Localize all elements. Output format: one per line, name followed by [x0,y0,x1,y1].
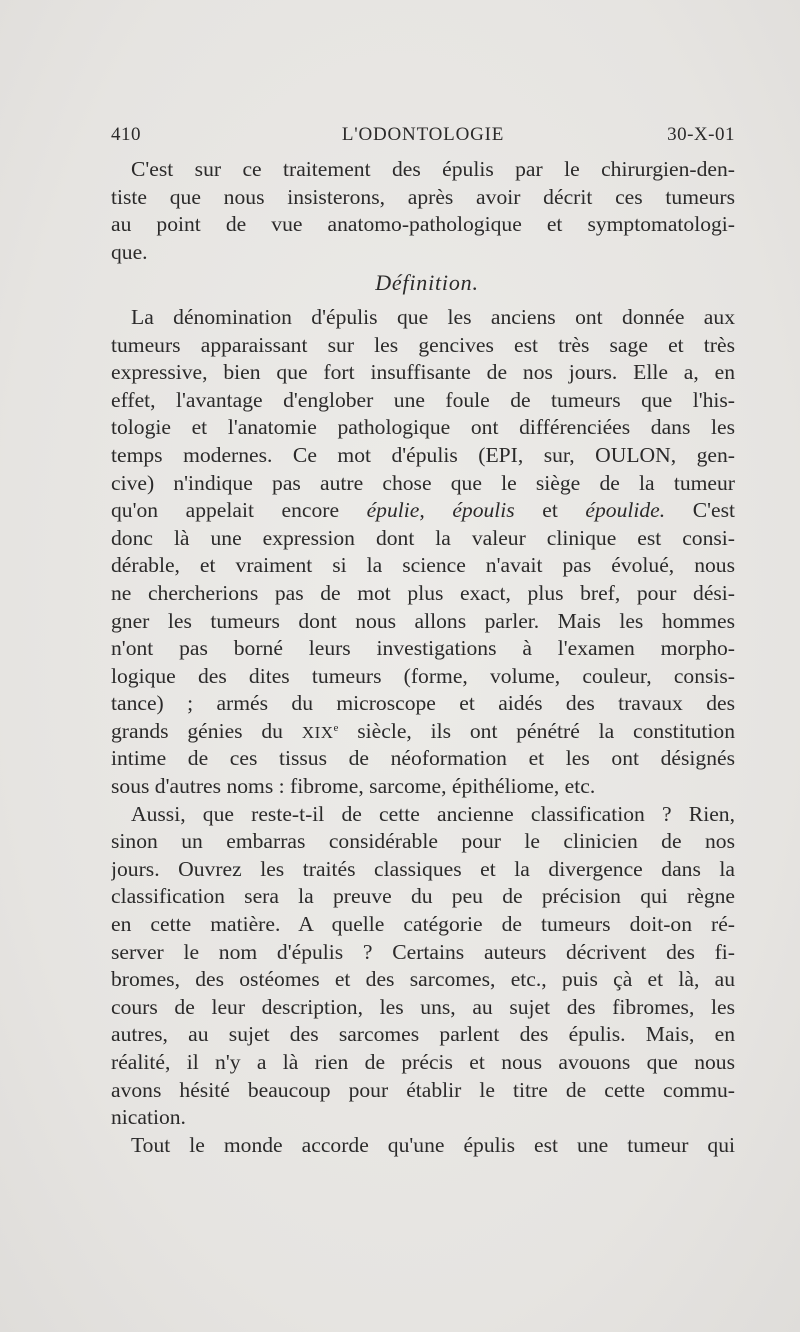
term-epulie: épulie, [366,498,425,523]
running-title: L'ODONTOLOGIE [341,124,505,145]
text-line: sinon un embarras considérable pour le clinicien de nos [111,829,735,854]
text-line: bromes, des ostéomes et des sarcomes, etc., puis çà et là, au [111,967,735,992]
section-heading: Définition. [375,270,479,296]
text-line: donc là une expression dont la valeur clinique est consi- [111,525,735,550]
text-line: logique des dites tumeurs (forme, volume, couleur, consis- [111,663,735,688]
text-line: server le nom d'épulis ? Certains auteurs décrivent des fi- [111,939,735,964]
text-line: avons hésité beaucoup pour établir le titre de cette commu- [111,1077,735,1102]
text-line: cours de leur description, les uns, au sujet des fibromes, les [111,994,735,1019]
text-line: réalité, il n'y a là rien de précis et nous avouons que nous [111,1050,735,1074]
text-line: sous d'autres noms : fibrome, sarcome, épithéliome, etc. [111,774,596,799]
text-line: tance) ; armés du microscope et aidés des travaux des [111,691,735,716]
page-header [111,124,735,150]
text-line-with-terms [111,497,735,525]
text-fragment: C'est [692,498,735,523]
text-fragment: grands génies du [111,718,283,743]
term-epoulis: époulis [452,498,515,523]
body-text [111,156,735,1159]
text-line: effet, l'avantage d'englober une foule de tumeurs que l'his- [111,387,735,412]
text-line: La dénomination d'épulis que les anciens ont donnée aux [131,304,735,329]
text-line: ne chercherions pas de mot plus exact, plus bref, pour dési- [111,580,735,605]
text-line: Aussi, que reste-t-il de cette ancienne classification ? Rien, [131,801,735,826]
text-line: dérable, et vraiment si la science n'avait pas évolué, nous [111,553,735,578]
text-line: en cette matière. A quelle catégorie de tumeurs doit-on ré- [111,912,735,937]
text-line: jours. Ouvrez les traités classiques et la divergence dans la [111,856,735,881]
century-superscript: e [333,721,339,734]
term-epoulide: époulide. [585,498,666,523]
text-line: Tout le monde accorde qu'une épulis est une tumeur qui [131,1132,735,1157]
text-line: intime de ces tissus de néoformation et les ont désignés [111,746,735,771]
text-line: tiste que nous insisterons, après avoir décrit ces tumeurs [111,184,735,209]
text-line: que. [111,239,148,264]
text-fragment: et [542,498,558,523]
text-line: nication. [111,1105,186,1130]
page-number: 410 [111,124,141,145]
text-line: tumeurs apparaissant sur les gencives est très sage et très [111,332,735,357]
text-line: temps modernes. Ce mot d'épulis (EPI, sur, OULON, gen- [111,442,735,467]
text-line: au point de vue anatomo-pathologique et symptomatologi- [111,212,735,237]
text-line: gner les tumeurs dont nous allons parler. Mais les hommes [111,608,735,633]
text-line: expressive, bien que fort insuffisante de nos jours. Elle a, en [111,360,735,385]
text-line: n'ont pas borné leurs investigations à l'examen morpho- [111,636,735,661]
text-fragment: qu'on appelait encore [111,498,340,523]
text-line: classification sera la preuve du peu de précision qui règne [111,884,735,909]
text-line: autres, au sujet des sarcomes parlent des épulis. Mais, en [111,1022,735,1047]
text-line: tologie et l'anatomie pathologique ont différenciées dans les [111,415,735,440]
text-line-with-century [111,718,735,746]
text-fragment: siècle, ils ont pénétré la constitution [357,718,735,743]
issue-date: 30-X-01 [667,124,735,145]
century-numeral: XIX [301,722,334,742]
text-line: C'est sur ce traitement des épulis par le chirurgien-den- [131,157,735,181]
text-line: cive) n'indique pas autre chose que le siège de la tumeur [111,470,735,495]
